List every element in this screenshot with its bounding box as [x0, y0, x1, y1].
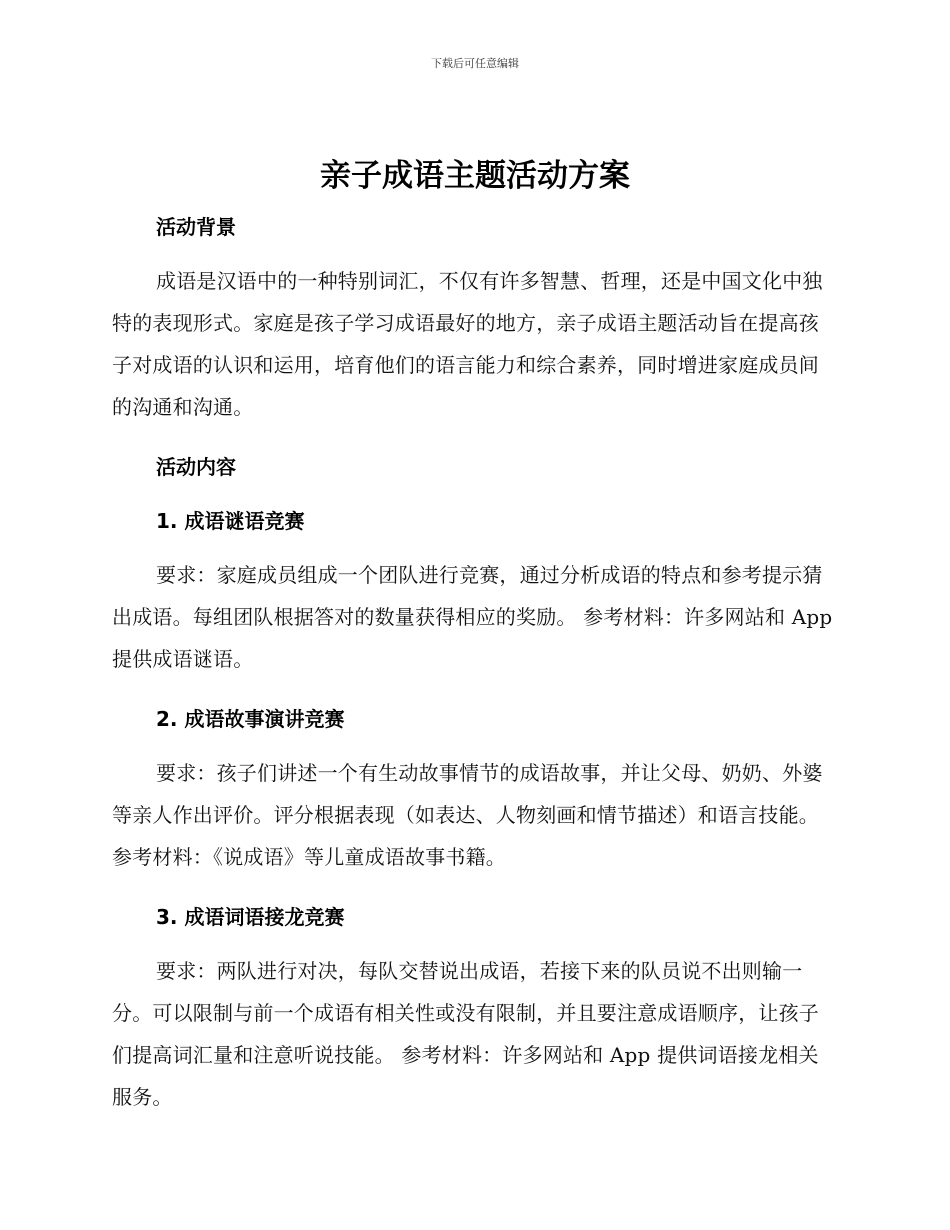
document-title: 亲子成语主题活动方案	[320, 158, 630, 194]
item-heading-riddle: 1. 成语谜语竞赛	[156, 509, 305, 533]
section-heading-content: 活动内容	[156, 455, 236, 479]
item-paragraph-story: 要求：孩子们讲述一个有生动故事情节的成语故事，并让父母、奶奶、外婆等亲人作出评价。评分根据表现（如表达、人物刻画和情节描述）和语言技能。 参考材料：《说成语》等儿童成语故事书籍。	[112, 761, 823, 869]
section-heading-background: 活动背景	[156, 215, 236, 239]
page-header-note: 下载后可任意编辑	[431, 57, 519, 70]
background-paragraph: 成语是汉语中的一种特别词汇，不仅有许多智慧、哲理，还是中国文化中独特的表现形式。家庭是孩子学习成语最好的地方，亲子成语主题活动旨在提高孩子对成语的认识和运用，培育他们的语言能力和综合素养，同时增进家庭成员间的沟通和沟通。	[112, 269, 823, 419]
item-heading-chain: 3. 成语词语接龙竞赛	[156, 905, 345, 929]
item-heading-story: 2. 成语故事演讲竞赛	[156, 707, 345, 731]
document-page	[112, 150, 838, 1118]
item-paragraph-chain: 要求：两队进行对决，每队交替说出成语，若接下来的队员说不出则输一分。可以限制与前一个成语有相关性或没有限制，并且要注意成语顺序，让孩子们提高词汇量和注意听说技能。 参考材料：许多网站和 App 提供词语接龙相关服务。	[112, 959, 819, 1109]
item-paragraph-riddle: 要求：家庭成员组成一个团队进行竞赛，通过分析成语的特点和参考提示猜出成语。每组团队根据答对的数量获得相应的奖励。 参考材料：许多网站和 App 提供成语谜语。	[112, 563, 833, 671]
